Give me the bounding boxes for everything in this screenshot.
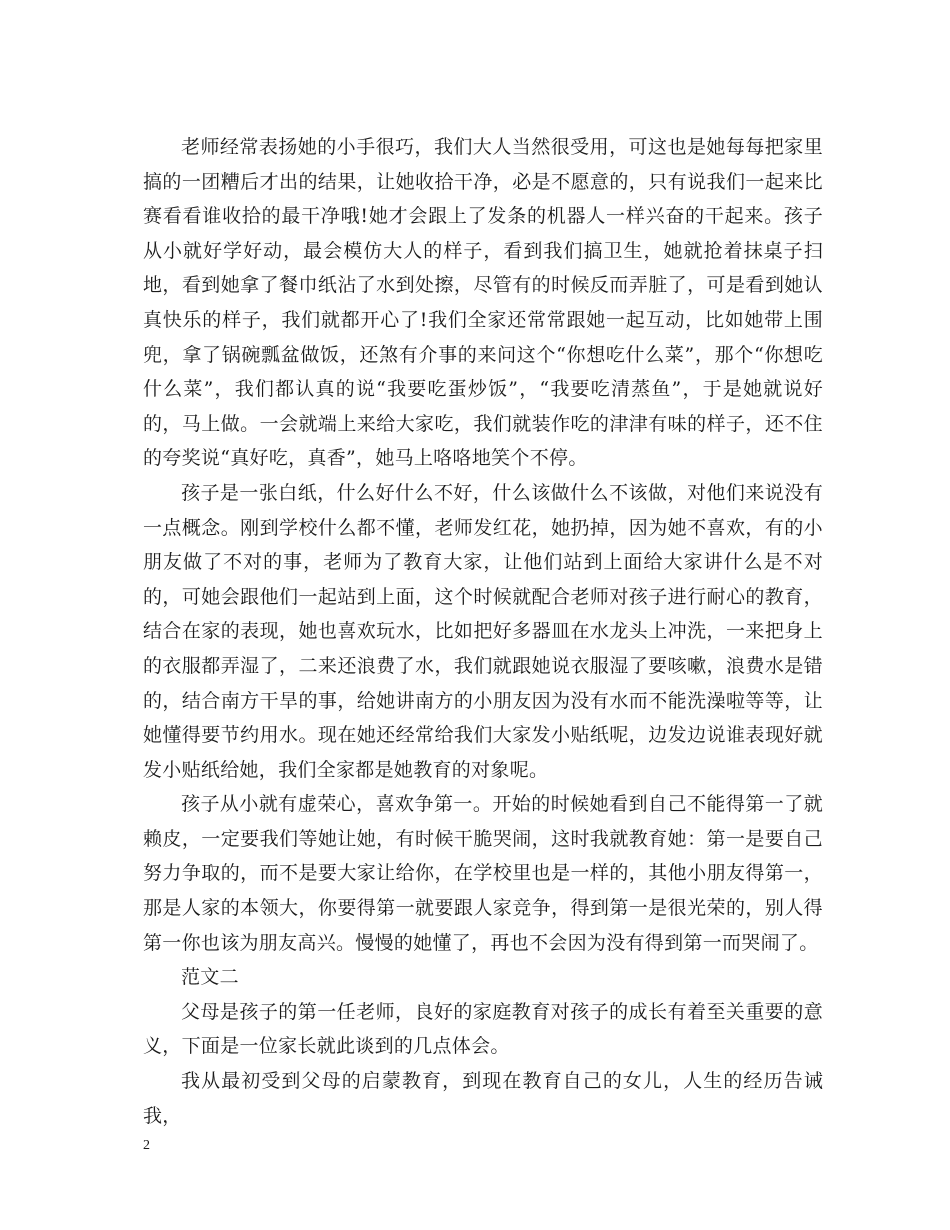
paragraph-3: 孩子从小就有虚荣心，喜欢争第一。开始的时候她看到自己不能得第一了就赖皮，一定要我们等她让她，有时候干脆哭闹，这时我就教育她：第一是要自己努力争取的，而不是要大家让给你，在学校里也是一样的，其他小朋友得第一，那是人家的本领大，你要得第一就要跟人家竞争，得到第一是很光荣的，别人得第一你也该为朋友高兴。慢慢的她懂了，再也不会因为没有得到第一而哭闹了。 <box>143 793 823 954</box>
paragraph-5: 我从最初受到父母的启蒙教育，到现在教育自己的女儿，人生的经历告诫我， <box>143 1070 823 1127</box>
paragraph-4: 父母是孩子的第一任老师，良好的家庭教育对孩子的成长有着至关重要的意义，下面是一位家长就此谈到的几点体会。 <box>143 1000 823 1058</box>
document-body <box>143 130 823 1133</box>
section-heading: 范文二 <box>181 966 239 989</box>
page-number: 2 <box>143 1138 150 1153</box>
paragraph-1: 老师经常表扬她的小手很巧，我们大人当然很受用，可这也是她每每把家里搞的一团糟后才出的结果，让她收拾干净，必是不愿意的，只有说我们一起来比赛看看谁收拾的最干净哦!她才会跟上了发条的机器人一样兴奋的干起来。孩子从小就好学好动，最会模仿大人的样子，看到我们搞卫生，她就抢着抹桌子扫地，看到她拿了餐巾纸沾了水到处擦，尽管有的时候反而弄脏了，可是看到她认真快乐的样子，我们就都开心了!我们全家还常常跟她一起互动，比如她带上围兜，拿了锅碗瓢盆做饭，还煞有介事的来问这个“你想吃什么菜”，那个“你想吃什么菜”，我们都认真的说“我要吃蛋炒饭”，“我要吃清蒸鱼”，于是她就说好的，马上做。一会就端上来给大家吃，我们就装作吃的津津有味的样子，还不住的夸奖说“真好吃，真香”，她马上咯咯地笑个不停。 <box>143 136 823 470</box>
paragraph-2: 孩子是一张白纸，什么好什么不好，什么该做什么不该做，对他们来说没有一点概念。刚到学校什么都不懂，老师发红花，她扔掉，因为她不喜欢，有的小朋友做了不对的事，老师为了教育大家，让他们站到上面给大家讲什么是不对的，可她会跟他们一起站到上面，这个时候就配合老师对孩子进行耐心的教育，结合在家的表现，她也喜欢玩水，比如把好多器皿在水龙头上冲洗，一来把身上的衣服都弄湿了，二来还浪费了水，我们就跟她说衣服湿了要咳嗽，浪费水是错的，结合南方干旱的事，给她讲南方的小朋友因为没有水而不能洗澡啦等等，让她懂得要节约用水。现在她还经常给我们大家发小贴纸呢，边发边说谁表现好就发小贴纸给她，我们全家都是她教育的对象呢。 <box>143 481 823 781</box>
